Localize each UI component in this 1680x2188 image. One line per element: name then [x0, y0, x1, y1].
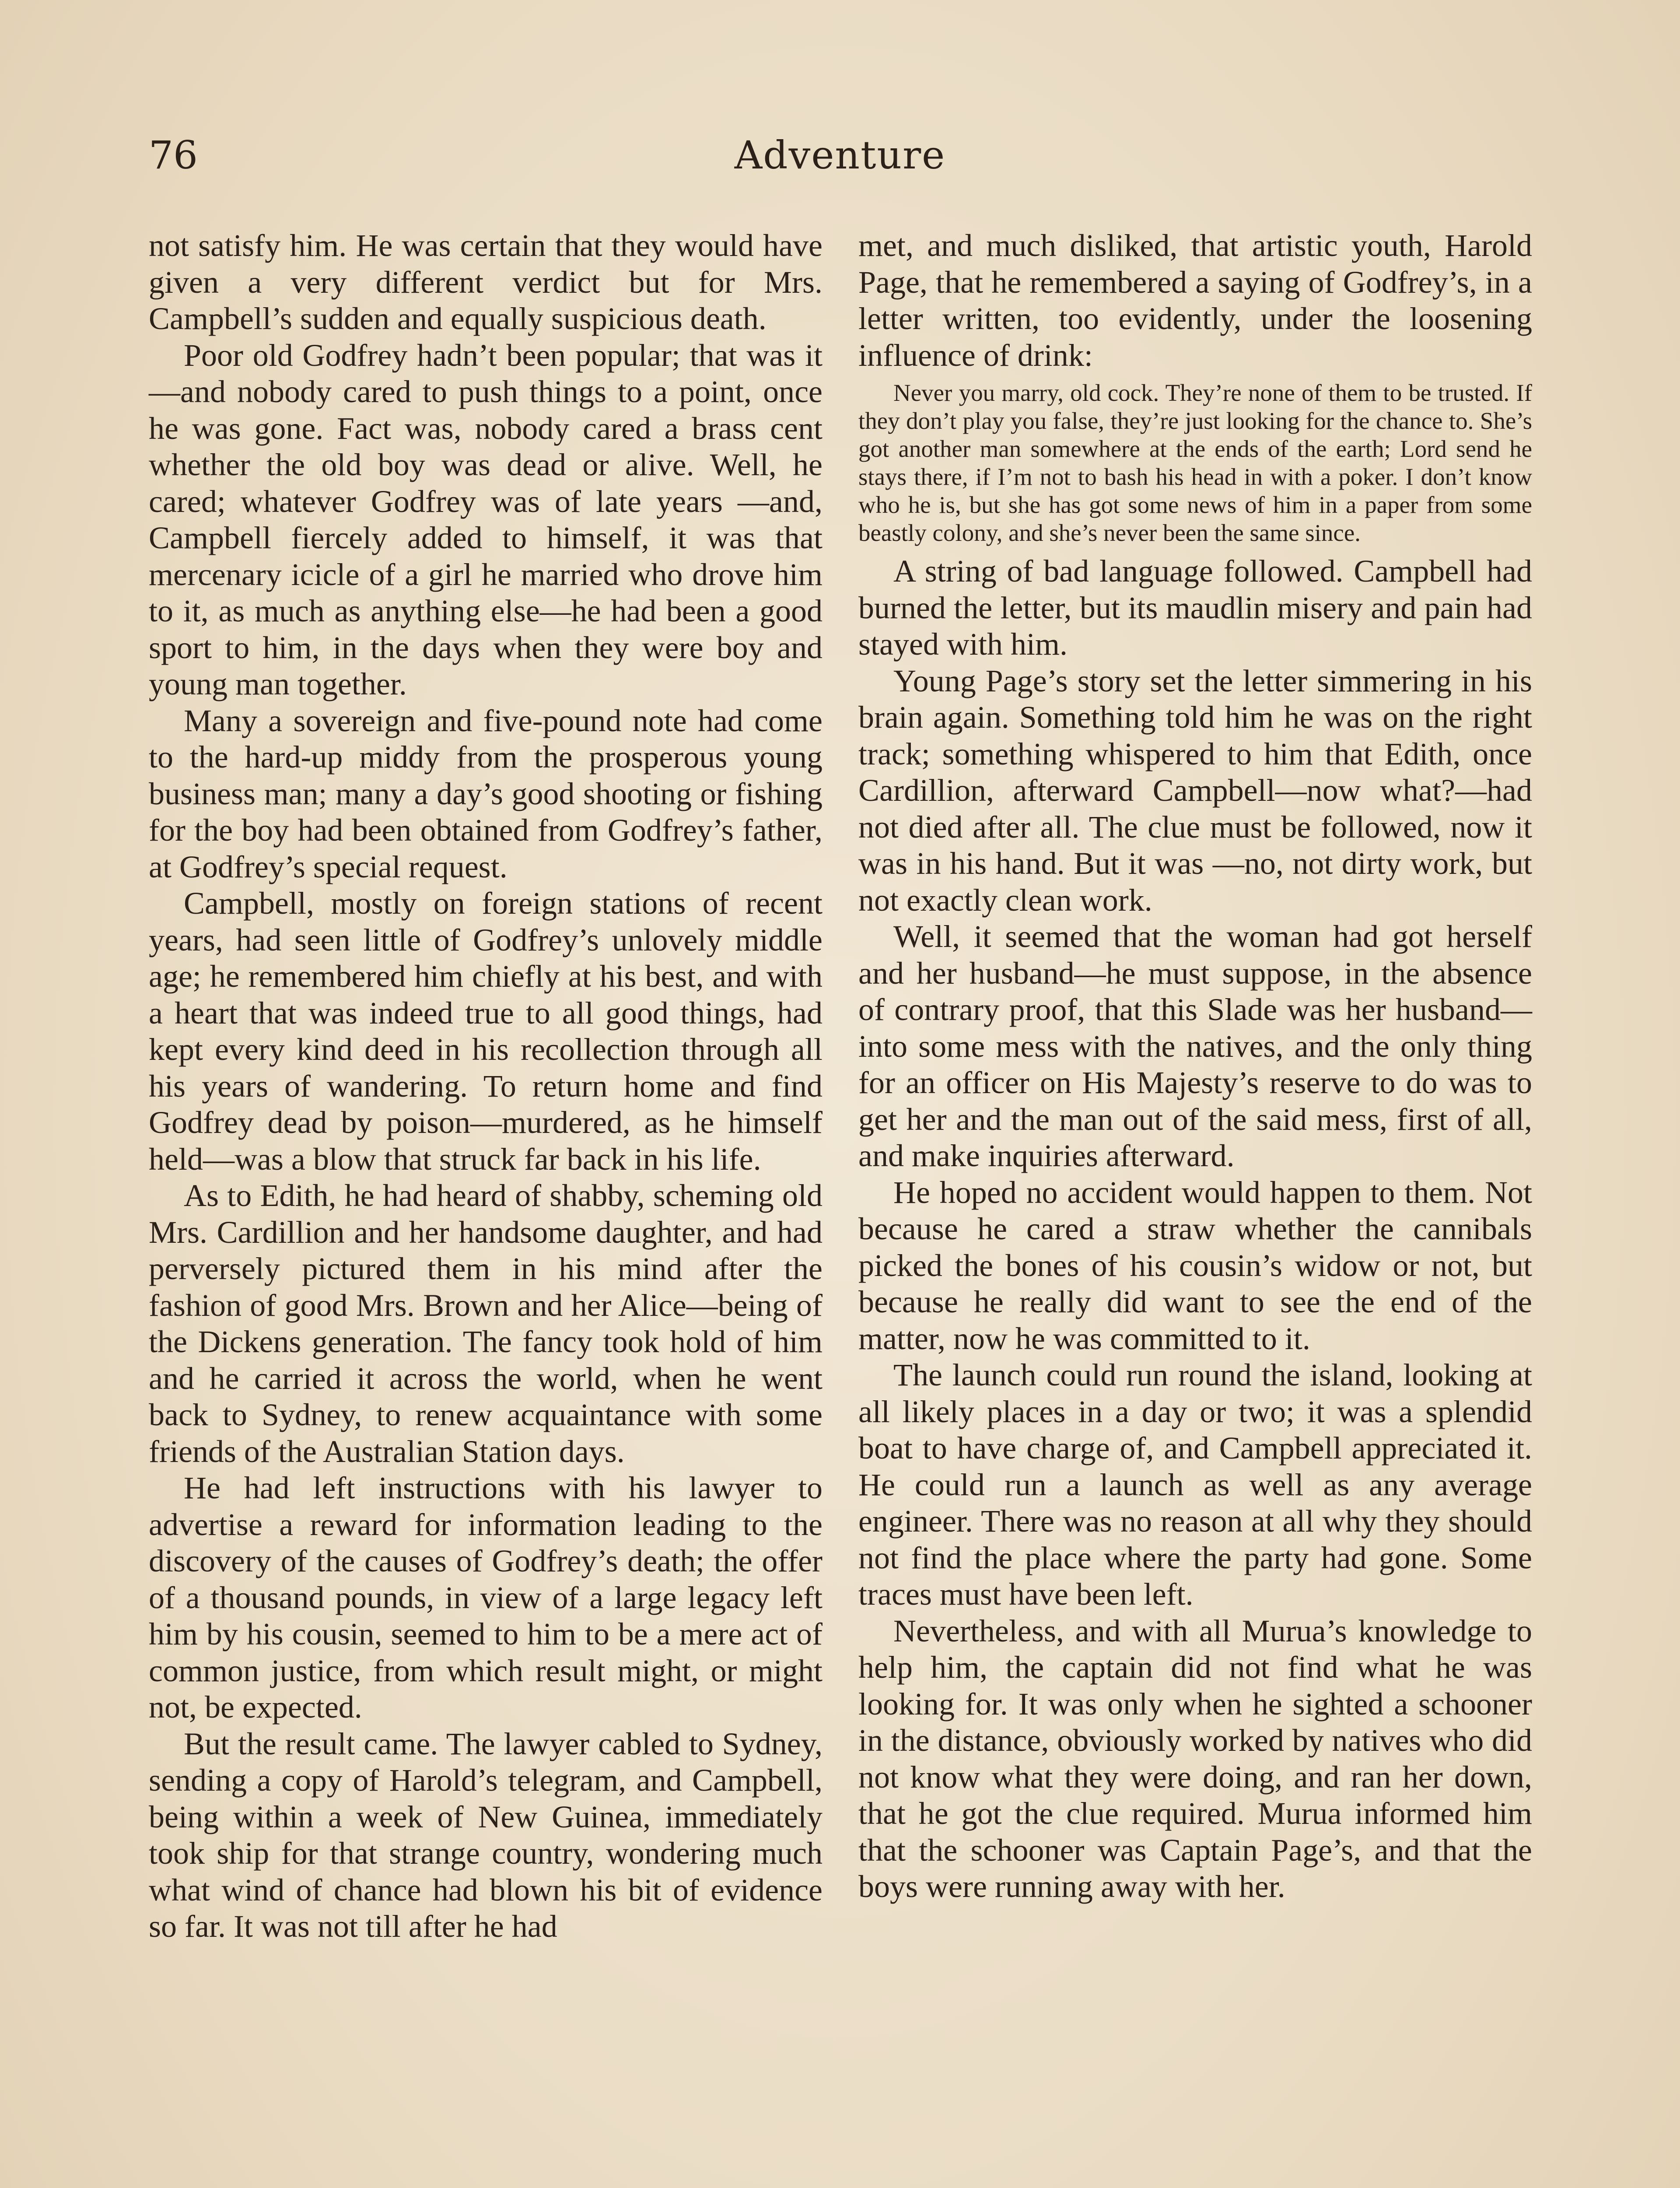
- paragraph: The launch could run round the island, looking at all likely places in a day or two; it was a splendid boat to have charge of, and Campbell appreciated it. He could run a launch as well as any average engineer. There was no reason at all why they should not find the place where the party had gone. Some traces must have been left.: [858, 1357, 1532, 1612]
- paragraph: A string of bad language followed. Campbell had burned the letter, but its maudlin misery and pain had stayed with him.: [858, 554, 1532, 662]
- paragraph: met, and much disliked, that artistic youth, Harold Page, that he remembered a saying of Godfrey’s, in a letter written, too evidently, under the loosening influence of drink:: [858, 228, 1532, 373]
- paragraph: Well, it seemed that the woman had got herself and her husband—he must suppose, in the absence of contrary proof, that this Slade was her husband—into some mess with the natives, and the only thing for an officer on His Majesty’s reserve to do was to get her and the man out of the said mess, first of all, and make inquiries afterward.: [858, 919, 1532, 1173]
- running-head: Adventure: [734, 133, 946, 178]
- paragraph: He hoped no accident would happen to them. Not because he cared a straw whether the cannibals picked the bones of his cousin’s widow or not, but because he really did want to see the end of the matter, now he was committed to it.: [858, 1175, 1532, 1356]
- left-column: [149, 228, 822, 1945]
- paragraph: He had left instructions with his lawyer to advertise a reward for information leading to the discovery of the causes of Godfrey’s death; the offer of a thousand pounds, in view of a large legacy left him by his cousin, seemed to him to be a mere act of common justice, from which result might, or might not, be expected.: [149, 1470, 822, 1725]
- paragraph: Campbell, mostly on foreign stations of recent years, had seen little of Godfrey’s unlovely middle age; he remembered him chiefly at his best, and with a heart that was indeed true to all good things, had kept every kind deed in his recollection through all his years of wandering. To return home and find Godfrey dead by poison—murdered, as he himself held—was a blow that struck far back in his life.: [149, 886, 822, 1177]
- paragraph: Many a sovereign and five-pound note had come to the hard-up middy from the prosperous young business man; many a day’s good shooting or fishing for the boy had been obtained from Godfrey’s father, at Godfrey’s special request.: [149, 703, 822, 884]
- paragraph: Poor old Godfrey hadn’t been popular; that was it—and nobody cared to push things to a point, once he was gone. Fact was, nobody cared a brass cent whether the old boy was dead or alive. Well, he cared; whatever Godfrey was of late years —and, Campbell fiercely added to himself, it was that mercenary icicle of a girl he married who drove him to it, as much as anything else—he had been a good sport to him, in the days when they were boy and young man together.: [149, 337, 822, 701]
- letter-quote: Never you marry, old cock. They’re none of them to be trusted. If they don’t play you false, they’re just looking for the chance to. She’s got another man somewhere at the ends of the earth; Lord send he stays there, if I’m not to bash his head in with a poker. I don’t know who he is, but she has got some news of him in a paper from some beastly colony, and she’s never been the same since.: [858, 379, 1532, 546]
- paragraph: But the result came. The lawyer cabled to Sydney, sending a copy of Harold’s telegram, and Campbell, being within a week of New Guinea, immediately took ship for that strange country, wondering much what wind of chance had blown his bit of evidence so far. It was not till after he had: [149, 1726, 822, 1944]
- paragraph: As to Edith, he had heard of shabby, scheming old Mrs. Cardillion and her handsome daughter, and had perversely pictured them in his mind after the fashion of good Mrs. Brown and her Alice—being of the Dickens generation. The fancy took hold of him and he carried it across the world, when he went back to Sydney, to renew acquaintance with some friends of the Australian Station days.: [149, 1178, 822, 1469]
- paragraph: Nevertheless, and with all Murua’s knowledge to help him, the captain did not find what he was looking for. It was only when he sighted a schooner in the distance, obviously worked by natives who did not know what they were doing, and ran her down, that he got the clue required. Murua informed him that the schooner was Captain Page’s, and that the boys were running away with her.: [858, 1613, 1532, 1904]
- page-number: 76: [149, 133, 198, 178]
- page-header: [149, 131, 1531, 179]
- paragraph: Young Page’s story set the letter simmering in his brain again. Something told him he was on the right track; something whispered to him that Edith, once Cardillion, afterward Campbell—now what?—had not died after all. The clue must be followed, now it was in his hand. But it was —no, not dirty work, but not exactly clean work.: [858, 663, 1532, 918]
- right-column: [858, 228, 1532, 1905]
- paragraph: not satisfy him. He was certain that they would have given a very different verdict but for Mrs. Campbell’s sudden and equally suspicious death.: [149, 228, 822, 336]
